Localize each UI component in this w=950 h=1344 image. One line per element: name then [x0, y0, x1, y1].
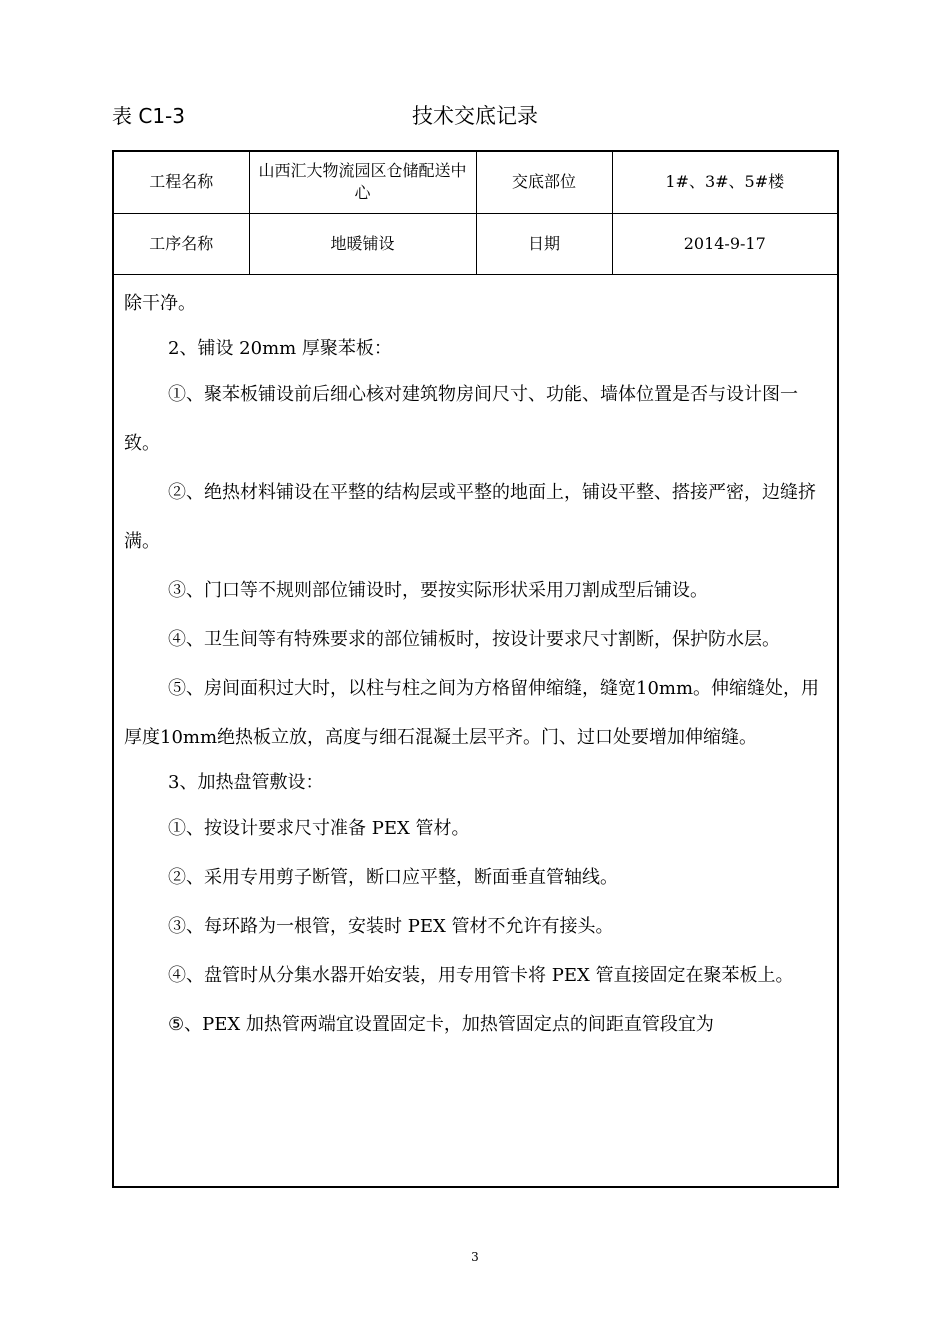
form-code: 表 C1-3: [112, 104, 185, 128]
paragraph: ④、卫生间等有特殊要求的部位铺板时，按设计要求尺寸割断，保护防水层。: [168, 628, 780, 650]
header-row-project: [114, 152, 837, 213]
paragraph: ③、每环路为一根管，安装时 PEX 管材不允许有接头。: [168, 915, 614, 937]
document-title: 技术交底记录: [412, 104, 538, 128]
paragraph: ①、聚苯板铺设前后细心核对建筑物房间尺寸、功能、墙体位置是否与设计图一致。: [124, 383, 798, 454]
paragraph: ②、采用专用剪子断管，断口应平整，断面垂直管轴线。: [168, 866, 618, 888]
project-name-label: 工程名称: [114, 152, 249, 213]
process-name-label: 工序名称: [114, 213, 249, 274]
page-number: 3: [471, 1250, 479, 1264]
paragraph: ②、绝热材料铺设在平整的结构层或平整的地面上，铺设平整、搭接严密，边缝挤满。: [124, 481, 816, 552]
date-label: 日期: [476, 213, 612, 274]
disclosure-location-label: 交底部位: [476, 152, 612, 213]
header-row-process: [114, 213, 837, 274]
paragraph: ①、按设计要求尺寸准备 PEX 管材。: [168, 817, 470, 839]
disclosure-location-value: 1#、3#、5#楼: [612, 152, 837, 213]
paragraph: 除干净。: [124, 292, 196, 314]
process-name-value: 地暖铺设: [249, 213, 476, 274]
header-table: [114, 152, 837, 275]
paragraph: ⑤、PEX 加热管两端宜设置固定卡，加热管固定点的间距直管段宜为: [168, 1013, 714, 1035]
record-sheet: [112, 150, 839, 1188]
paragraph: ③、门口等不规则部位铺设时，要按实际形状采用刀割成型后铺设。: [168, 579, 708, 601]
project-name-value: 山西汇大物流园区仓储配送中心: [249, 152, 476, 213]
date-value: 2014-9-17: [612, 213, 837, 274]
disclosure-content: [114, 275, 837, 1049]
paragraph: ⑤、房间面积过大时，以柱与柱之间为方格留伸缩缝，缝宽10mm。伸缩缝处，用厚度10mm绝热板立放，高度与细石混凝土层平齐。门、过口处要增加伸缩缝。: [124, 677, 820, 748]
paragraph: 2、铺设 20mm 厚聚苯板：: [168, 337, 392, 359]
paragraph: 3、加热盘管敷设：: [168, 771, 324, 793]
paragraph: ④、盘管时从分集水器开始安装，用专用管卡将 PEX 管直接固定在聚苯板上。: [168, 964, 794, 986]
